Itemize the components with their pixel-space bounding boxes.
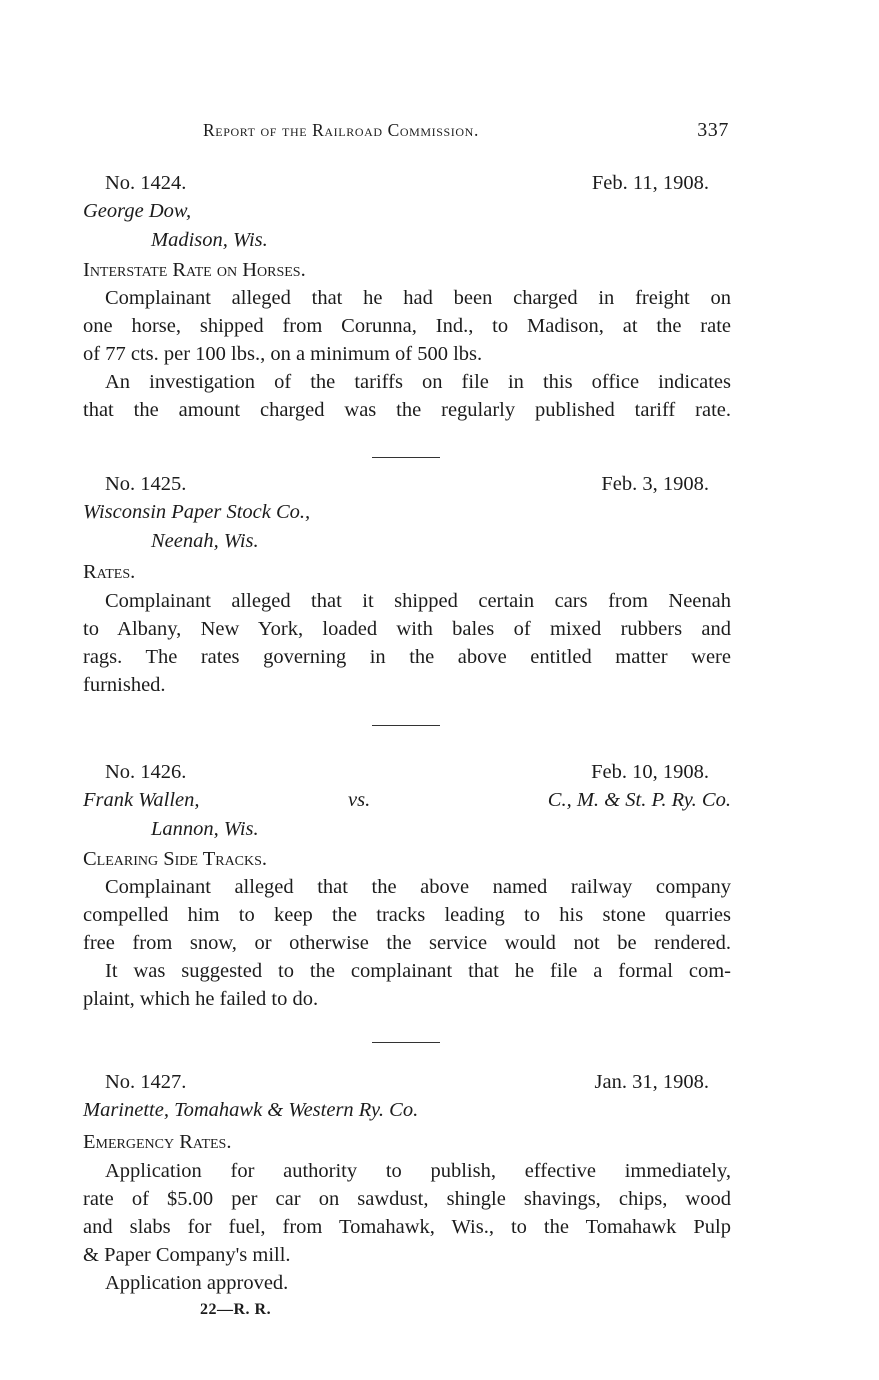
document-page <box>83 0 731 1380</box>
complainant-location: Neenah, Wis. <box>151 530 259 552</box>
complainant-location: Madison, Wis. <box>151 229 268 251</box>
versus-label: vs. <box>348 789 371 811</box>
case-number: No. 1426. <box>105 761 187 783</box>
case-date: Feb. 3, 1908. <box>601 473 709 495</box>
paragraph-line: rags. The rates governing in the above entitled matter were <box>83 646 731 668</box>
page-number: 337 <box>697 119 729 141</box>
case-parties <box>83 786 731 814</box>
case-date: Feb. 10, 1908. <box>591 761 709 783</box>
case-date: Jan. 31, 1908. <box>594 1071 709 1093</box>
paragraph-line: & Paper Company's mill. <box>83 1244 291 1266</box>
case-number: No. 1425. <box>105 473 187 495</box>
section-divider <box>372 725 440 726</box>
paragraph-line: plaint, which he failed to do. <box>83 988 319 1010</box>
paragraph-line: Application for authority to publish, effective immediately, <box>105 1160 731 1182</box>
case-subject: Emergency Rates. <box>83 1131 232 1153</box>
paragraph-line: An investigation of the tariffs on file in this office indicates <box>105 371 731 393</box>
case-subject: Interstate Rate on Horses. <box>83 259 306 281</box>
complainant-name: Frank Wallen, <box>83 789 200 811</box>
case-subject: Rates. <box>83 561 136 583</box>
complainant-location: Lannon, Wis. <box>151 818 259 840</box>
complainant-name: Marinette, Tomahawk & Western Ry. Co. <box>83 1099 419 1121</box>
case-subject: Clearing Side Tracks. <box>83 848 268 870</box>
paragraph-line: free from snow, or otherwise the service would not be rendered. <box>83 932 731 954</box>
complainant-name: George Dow, <box>83 200 192 222</box>
paragraph-line: that the amount charged was the regularly published tariff rate. <box>83 399 731 421</box>
paragraph-line: Complainant alleged that the above named railway company <box>105 876 731 898</box>
respondent-name: C., M. & St. P. Ry. Co. <box>547 789 731 811</box>
paragraph-line: compelled him to keep the tracks leading to his stone quarries <box>83 904 731 926</box>
paragraph-line: Complainant alleged that he had been charged in freight on <box>105 287 731 309</box>
report-title: Report of the Railroad Commission. <box>203 120 479 140</box>
paragraph-line: Complainant alleged that it shipped certain cars from Neenah <box>105 590 731 612</box>
paragraph-line: and slabs for fuel, from Tomahawk, Wis., to the Tomahawk Pulp <box>83 1216 731 1238</box>
section-divider <box>372 1042 440 1043</box>
case-date: Feb. 11, 1908. <box>591 172 709 194</box>
paragraph-line: one horse, shipped from Corunna, Ind., to Madison, at the rate <box>83 315 731 337</box>
paragraph-line: furnished. <box>83 674 166 696</box>
complainant-name: Wisconsin Paper Stock Co., <box>83 501 311 523</box>
paragraph-line: to Albany, New York, loaded with bales of mixed rubbers and <box>83 618 731 640</box>
printer-signature: 22—R. R. <box>200 1301 272 1318</box>
section-divider <box>372 457 440 458</box>
paragraph-line: rate of $5.00 per car on sawdust, shingle shavings, chips, wood <box>83 1188 731 1210</box>
paragraph-line: of 77 cts. per 100 lbs., on a minimum of 500 lbs. <box>83 343 483 365</box>
case-number: No. 1427. <box>105 1071 187 1093</box>
paragraph-line: It was suggested to the complainant that he file a formal com- <box>105 960 731 982</box>
paragraph-line: Application approved. <box>105 1272 289 1294</box>
case-number: No. 1424. <box>105 172 187 194</box>
